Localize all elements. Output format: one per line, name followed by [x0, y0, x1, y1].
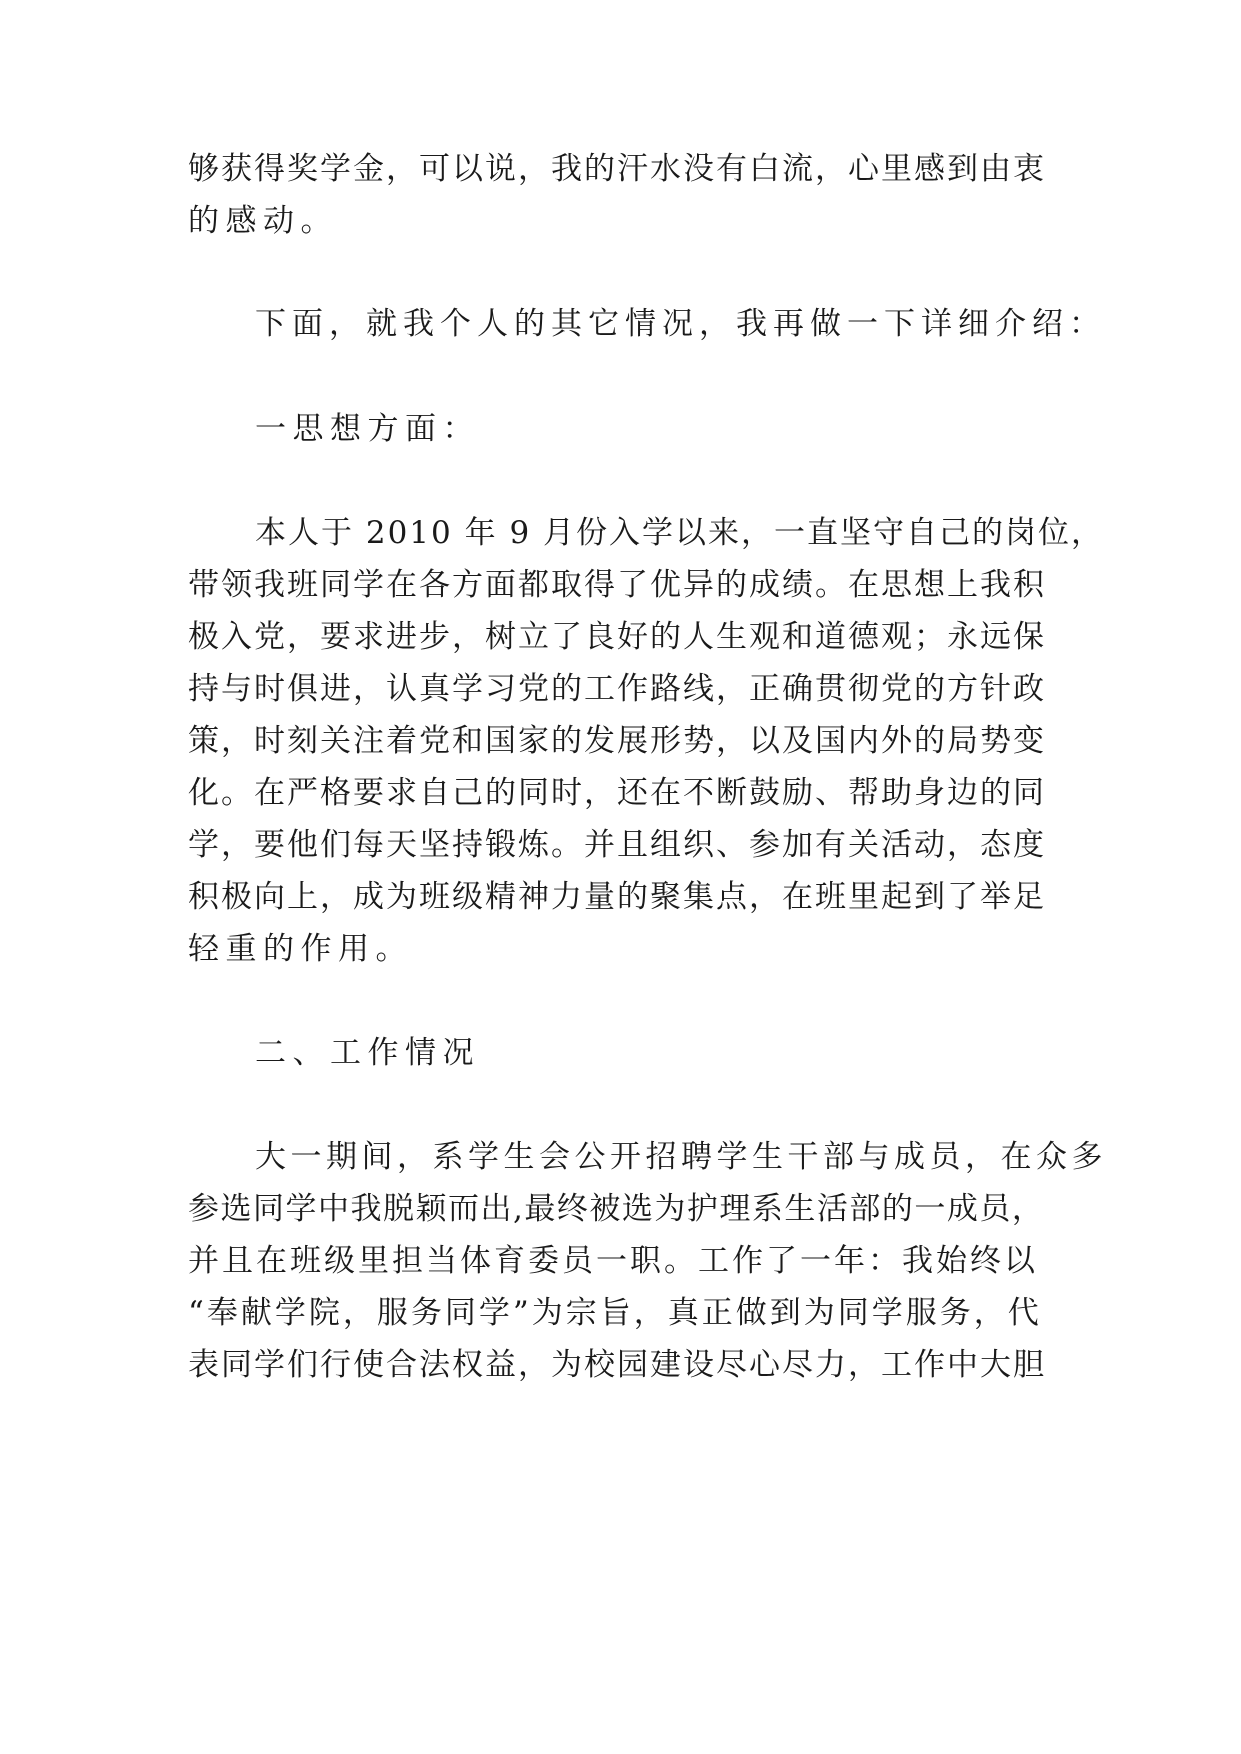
text-line: “奉献学院，服务同学”为宗旨，真正做到为同学服务，代 [188, 1295, 1042, 1331]
text-line: 表同学们行使合法权益，为校园建设尽心尽力，工作中大胆 [188, 1347, 1046, 1383]
text-line: 大一期间，系学生会公开招聘学生干部与成员，在众多 [255, 1139, 1107, 1175]
text-line: 够获得奖学金，可以说，我的汗水没有白流，心里感到由衷 [188, 151, 1046, 187]
text-line: 策，时刻关注着党和国家的发展形势，以及国内外的局势变 [188, 723, 1046, 759]
text-line: 持与时俱进，认真学习党的工作路线，正确贯彻党的方针政 [188, 671, 1046, 707]
text-line: 化。在严格要求自己的同时，还在不断鼓励、帮助身边的同 [188, 775, 1046, 811]
section-heading: 一思想方面： [255, 411, 480, 447]
text-line: 参选同学中我脱颖而出,最终被选为护理系生活部的一成员， [188, 1191, 1045, 1227]
text-line: 的感动。 [188, 203, 338, 239]
section-heading: 二、工作情况 [255, 1035, 480, 1071]
text-line: 轻重的作用。 [188, 931, 413, 967]
text-line: 本人于 2010 年 9 月份入学以来，一直坚守自己的岗位， [255, 515, 1105, 551]
text-line: 并且在班级里担当体育委员一职。工作了一年：我始终以 [188, 1243, 1038, 1279]
text-line: 积极向上，成为班级精神力量的聚集点，在班里起到了举足 [188, 879, 1046, 915]
text-line: 学，要他们每天坚持锻炼。并且组织、参加有关活动，态度 [188, 827, 1046, 863]
text-line: 带领我班同学在各方面都取得了优异的成绩。在思想上我积 [188, 567, 1046, 603]
text-line: 下面，就我个人的其它情况，我再做一下详细介绍： [255, 306, 1106, 342]
text-line: 极入党，要求进步，树立了良好的人生观和道德观；永远保 [188, 619, 1046, 655]
